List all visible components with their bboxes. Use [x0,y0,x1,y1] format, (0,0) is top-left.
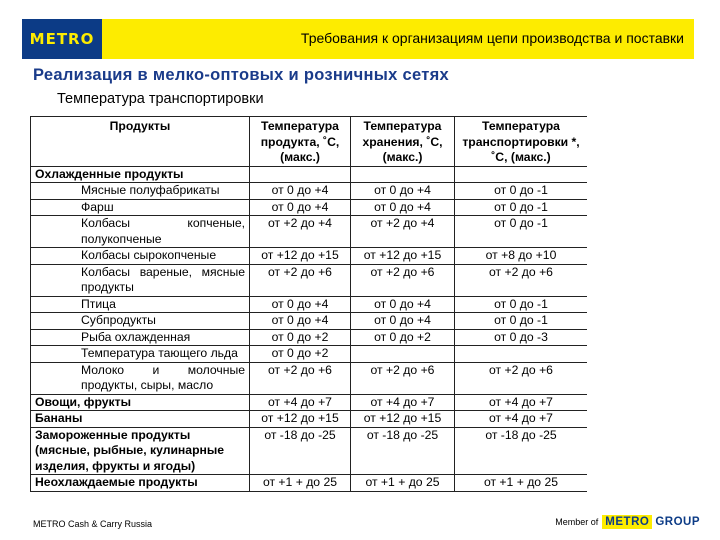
transport-temp-cell: от 0 до -1 [455,183,588,200]
product-name-cell: Бананы [31,411,250,428]
table-row [31,199,588,216]
product-temp-cell: от 0 до +2 [250,329,351,346]
table-row [31,264,588,296]
transport-temp-cell: от -18 до -25 [455,427,588,475]
temperature-table-container [30,116,587,495]
storage-temp-cell: от +2 до +6 [351,264,455,296]
product-temp-cell: от +2 до +6 [250,264,351,296]
storage-temp-cell: от +2 до +6 [351,362,455,394]
product-temp-cell: от +12 до +15 [250,248,351,265]
product-temp-cell: от -18 до -25 [250,427,351,475]
transport-temp-cell [455,346,588,363]
product-name-cell: Мясные полуфабрикаты [31,183,250,200]
transport-temp-cell: от +2 до +6 [455,264,588,296]
storage-temp-cell: от +4 до +7 [351,394,455,411]
product-temp-cell: от 0 до +4 [250,313,351,330]
transport-temp-cell: от 0 до -3 [455,329,588,346]
product-name-cell: Фарш [31,199,250,216]
product-name-cell: Неохлаждаемые продукты [31,475,250,492]
header-product-temp: Температура продукта, ˚С, (макс.) [250,117,351,167]
storage-temp-cell: от 0 до +4 [351,313,455,330]
table-row [31,427,588,475]
product-name-cell: Овощи, фрукты [31,394,250,411]
storage-temp-cell: от 0 до +2 [351,329,455,346]
table-row [31,329,588,346]
product-name-cell: Замороженные продукты (мясные, рыбные, кулинарные изделия, фрукты и ягоды) [31,427,250,475]
transport-temp-cell: от 0 до -1 [455,296,588,313]
empty-cell [250,166,351,183]
member-of-label: Member of [555,517,599,527]
product-name-cell: Колбасы вареные, мясные продукты [31,264,250,296]
storage-temp-cell: от 0 до +4 [351,199,455,216]
footer-member [555,515,700,529]
product-temp-cell: от +12 до +15 [250,411,351,428]
category-row [31,166,588,183]
temperature-table [30,116,587,492]
empty-cell [455,166,588,183]
table-row [31,296,588,313]
subtitle: Температура транспортировки [57,91,264,107]
storage-temp-cell: от +2 до +4 [351,216,455,248]
transport-temp-cell: от +4 до +7 [455,394,588,411]
product-temp-cell: от 0 до +4 [250,199,351,216]
table-row [31,248,588,265]
header-products: Продукты [31,117,250,167]
table-row [31,313,588,330]
section-title: Реализация в мелко-оптовых и розничных сетях [33,66,450,84]
product-temp-cell: от 0 до +4 [250,183,351,200]
storage-temp-cell: от +12 до +15 [351,248,455,265]
transport-temp-cell: от +2 до +6 [455,362,588,394]
footer-company: METRO Cash & Carry Russia [33,519,153,529]
product-name-cell: Температура тающего льда [31,346,250,363]
product-name-cell: Рыба охлажденная [31,329,250,346]
product-temp-cell: от +2 до +6 [250,362,351,394]
storage-temp-cell: от 0 до +4 [351,296,455,313]
table-row [31,475,588,492]
empty-cell [351,166,455,183]
table-row [31,216,588,248]
product-name-cell: Субпродукты [31,313,250,330]
product-temp-cell: от +4 до +7 [250,394,351,411]
storage-temp-cell: от +12 до +15 [351,411,455,428]
header-storage-temp: Температура хранения, ˚С, (макс.) [351,117,455,167]
category-chilled: Охлажденные продукты [31,166,250,183]
metro-logo: METRO [22,19,102,59]
table-row [31,411,588,428]
table-row [31,394,588,411]
product-name-cell: Молоко и молочные продукты, сыры, масло [31,362,250,394]
transport-temp-cell: от 0 до -1 [455,199,588,216]
transport-temp-cell: от 0 до -1 [455,313,588,330]
metro-group-logo [602,515,700,529]
transport-temp-cell: от 0 до -1 [455,216,588,248]
header-title: Требования к организациям цепи производства и поставки [300,30,684,46]
product-temp-cell: от 0 до +4 [250,296,351,313]
table-row [31,362,588,394]
product-name-cell: Колбасы сырокопченые [31,248,250,265]
header-transport-temp: Температура транспортировки *, ˚С, (макс.) [455,117,588,167]
transport-temp-cell: от +4 до +7 [455,411,588,428]
group-logo-metro: METRO [602,515,652,529]
storage-temp-cell: от -18 до -25 [351,427,455,475]
product-temp-cell: от +2 до +4 [250,216,351,248]
header-bar [22,19,694,59]
group-logo-group: GROUP [655,516,700,528]
product-temp-cell: от 0 до +2 [250,346,351,363]
transport-temp-cell: от +1 + до 25 [455,475,588,492]
product-name-cell: Птица [31,296,250,313]
product-temp-cell: от +1 + до 25 [250,475,351,492]
storage-temp-cell: от 0 до +4 [351,183,455,200]
storage-temp-cell [351,346,455,363]
storage-temp-cell: от +1 + до 25 [351,475,455,492]
table-row [31,346,588,363]
product-name-cell: Колбасы копченые, полукопченые [31,216,250,248]
table-header-row [31,117,588,167]
transport-temp-cell: от +8 до +10 [455,248,588,265]
table-row [31,183,588,200]
